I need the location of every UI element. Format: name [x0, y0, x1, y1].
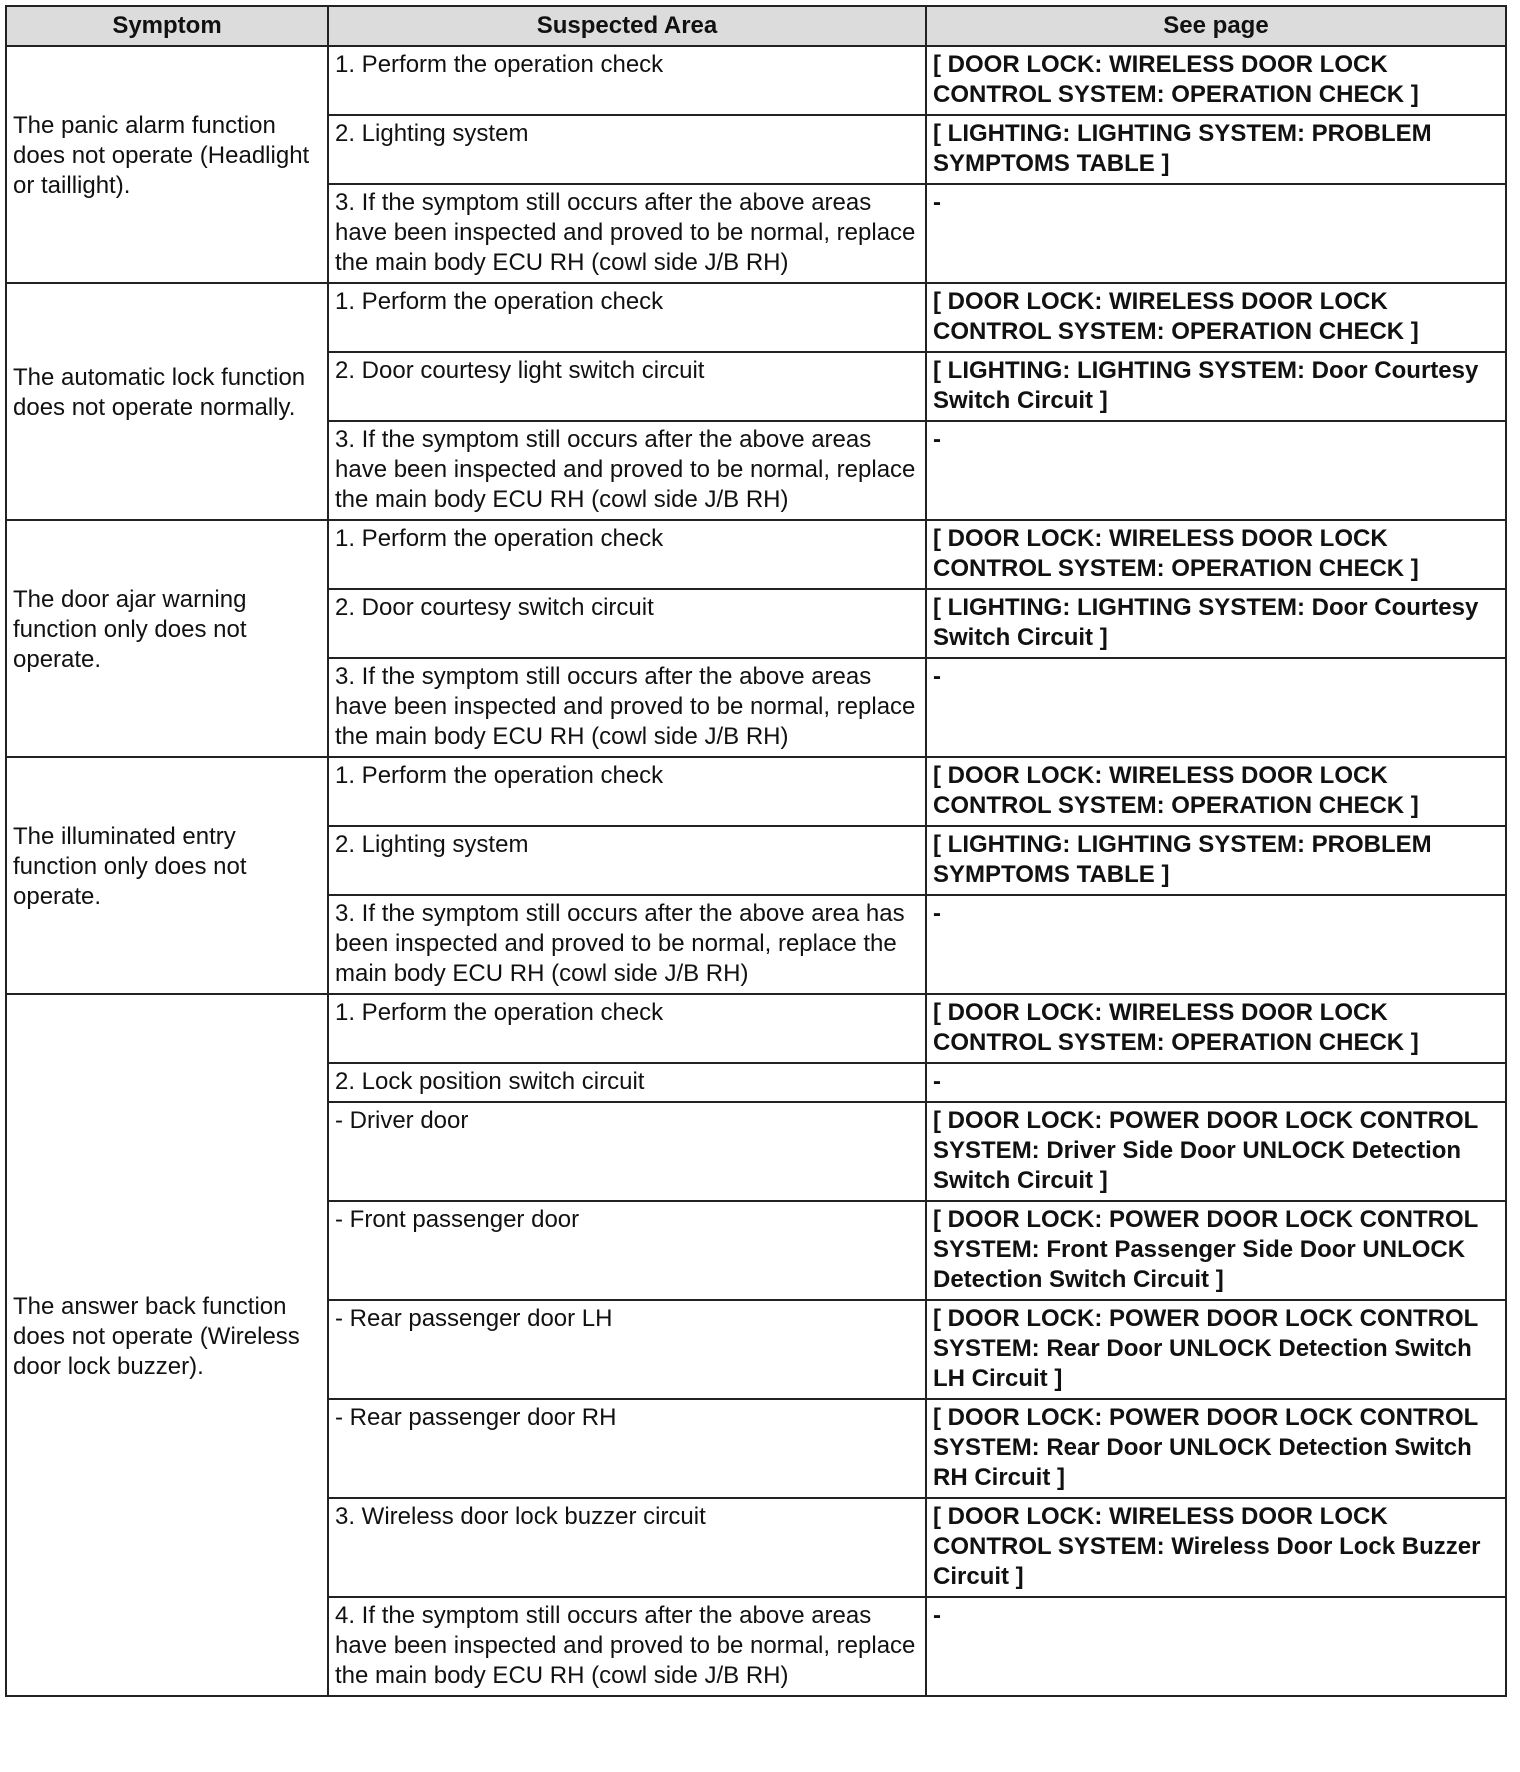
symptom-cell: The automatic lock function does not operate normally. — [6, 283, 328, 520]
table-body — [6, 46, 1506, 1696]
table-row — [6, 520, 1506, 589]
suspected-area-cell: 3. Wireless door lock buzzer circuit — [328, 1498, 926, 1597]
see-page-reference: - — [926, 895, 1506, 994]
suspected-area-cell: 1. Perform the operation check — [328, 520, 926, 589]
suspected-area-cell: 2. Door courtesy switch circuit — [328, 589, 926, 658]
see-page-reference: - — [926, 1063, 1506, 1102]
see-page-reference: [ DOOR LOCK: WIRELESS DOOR LOCK CONTROL SYSTEM: OPERATION CHECK ] — [926, 520, 1506, 589]
suspected-area-cell: 1. Perform the operation check — [328, 46, 926, 115]
suspected-area-cell: - Rear passenger door RH — [328, 1399, 926, 1498]
suspected-area-cell: 1. Perform the operation check — [328, 757, 926, 826]
table-row — [6, 283, 1506, 352]
see-page-reference: [ DOOR LOCK: WIRELESS DOOR LOCK CONTROL SYSTEM: Wireless Door Lock Buzzer Circuit ] — [926, 1498, 1506, 1597]
symptom-cell: The answer back function does not operate (Wireless door lock buzzer). — [6, 994, 328, 1696]
header-row — [6, 6, 1506, 46]
suspected-area-cell: 3. If the symptom still occurs after the above areas have been inspected and proved to be normal, replace the main body ECU RH (cowl side J/B RH) — [328, 421, 926, 520]
header-suspected-area: Suspected Area — [328, 6, 926, 46]
see-page-reference: [ DOOR LOCK: WIRELESS DOOR LOCK CONTROL SYSTEM: OPERATION CHECK ] — [926, 757, 1506, 826]
header-symptom: Symptom — [6, 6, 328, 46]
header-see-page: See page — [926, 6, 1506, 46]
suspected-area-cell: - Rear passenger door LH — [328, 1300, 926, 1399]
symptom-cell: The illuminated entry function only does not operate. — [6, 757, 328, 994]
suspected-area-cell: 3. If the symptom still occurs after the above areas have been inspected and proved to be normal, replace the main body ECU RH (cowl side J/B RH) — [328, 658, 926, 757]
see-page-reference: - — [926, 184, 1506, 283]
suspected-area-cell: 2. Lock position switch circuit — [328, 1063, 926, 1102]
symptom-cell: The door ajar warning function only does not operate. — [6, 520, 328, 757]
see-page-reference: [ DOOR LOCK: POWER DOOR LOCK CONTROL SYSTEM: Rear Door UNLOCK Detection Switch LH Circuit ] — [926, 1300, 1506, 1399]
suspected-area-cell: 1. Perform the operation check — [328, 994, 926, 1063]
see-page-reference: [ LIGHTING: LIGHTING SYSTEM: Door Courtesy Switch Circuit ] — [926, 352, 1506, 421]
suspected-area-cell: 3. If the symptom still occurs after the above area has been inspected and proved to be normal, replace the main body ECU RH (cowl side J/B RH) — [328, 895, 926, 994]
suspected-area-cell: - Front passenger door — [328, 1201, 926, 1300]
suspected-area-cell: 2. Lighting system — [328, 826, 926, 895]
see-page-reference: [ DOOR LOCK: POWER DOOR LOCK CONTROL SYSTEM: Front Passenger Side Door UNLOCK Detection Switch Circuit ] — [926, 1201, 1506, 1300]
suspected-area-cell: 4. If the symptom still occurs after the above areas have been inspected and proved to be normal, replace the main body ECU RH (cowl side J/B RH) — [328, 1597, 926, 1696]
suspected-area-cell: 2. Lighting system — [328, 115, 926, 184]
see-page-reference: - — [926, 658, 1506, 757]
table-row — [6, 994, 1506, 1063]
see-page-reference: - — [926, 421, 1506, 520]
see-page-reference: [ DOOR LOCK: WIRELESS DOOR LOCK CONTROL SYSTEM: OPERATION CHECK ] — [926, 46, 1506, 115]
table-row — [6, 46, 1506, 115]
table-header — [6, 6, 1506, 46]
table-row — [6, 757, 1506, 826]
see-page-reference: [ LIGHTING: LIGHTING SYSTEM: PROBLEM SYMPTOMS TABLE ] — [926, 115, 1506, 184]
problem-symptoms-table — [5, 5, 1507, 1697]
suspected-area-cell: 3. If the symptom still occurs after the above areas have been inspected and proved to be normal, replace the main body ECU RH (cowl side J/B RH) — [328, 184, 926, 283]
symptom-cell: The panic alarm function does not operate (Headlight or taillight). — [6, 46, 328, 283]
see-page-reference: [ LIGHTING: LIGHTING SYSTEM: PROBLEM SYMPTOMS TABLE ] — [926, 826, 1506, 895]
suspected-area-cell: 2. Door courtesy light switch circuit — [328, 352, 926, 421]
suspected-area-cell: 1. Perform the operation check — [328, 283, 926, 352]
suspected-area-cell: - Driver door — [328, 1102, 926, 1201]
see-page-reference: - — [926, 1597, 1506, 1696]
see-page-reference: [ DOOR LOCK: POWER DOOR LOCK CONTROL SYSTEM: Rear Door UNLOCK Detection Switch RH Circuit ] — [926, 1399, 1506, 1498]
see-page-reference: [ DOOR LOCK: WIRELESS DOOR LOCK CONTROL SYSTEM: OPERATION CHECK ] — [926, 283, 1506, 352]
see-page-reference: [ DOOR LOCK: POWER DOOR LOCK CONTROL SYSTEM: Driver Side Door UNLOCK Detection Switch Circuit ] — [926, 1102, 1506, 1201]
see-page-reference: [ DOOR LOCK: WIRELESS DOOR LOCK CONTROL SYSTEM: OPERATION CHECK ] — [926, 994, 1506, 1063]
see-page-reference: [ LIGHTING: LIGHTING SYSTEM: Door Courtesy Switch Circuit ] — [926, 589, 1506, 658]
